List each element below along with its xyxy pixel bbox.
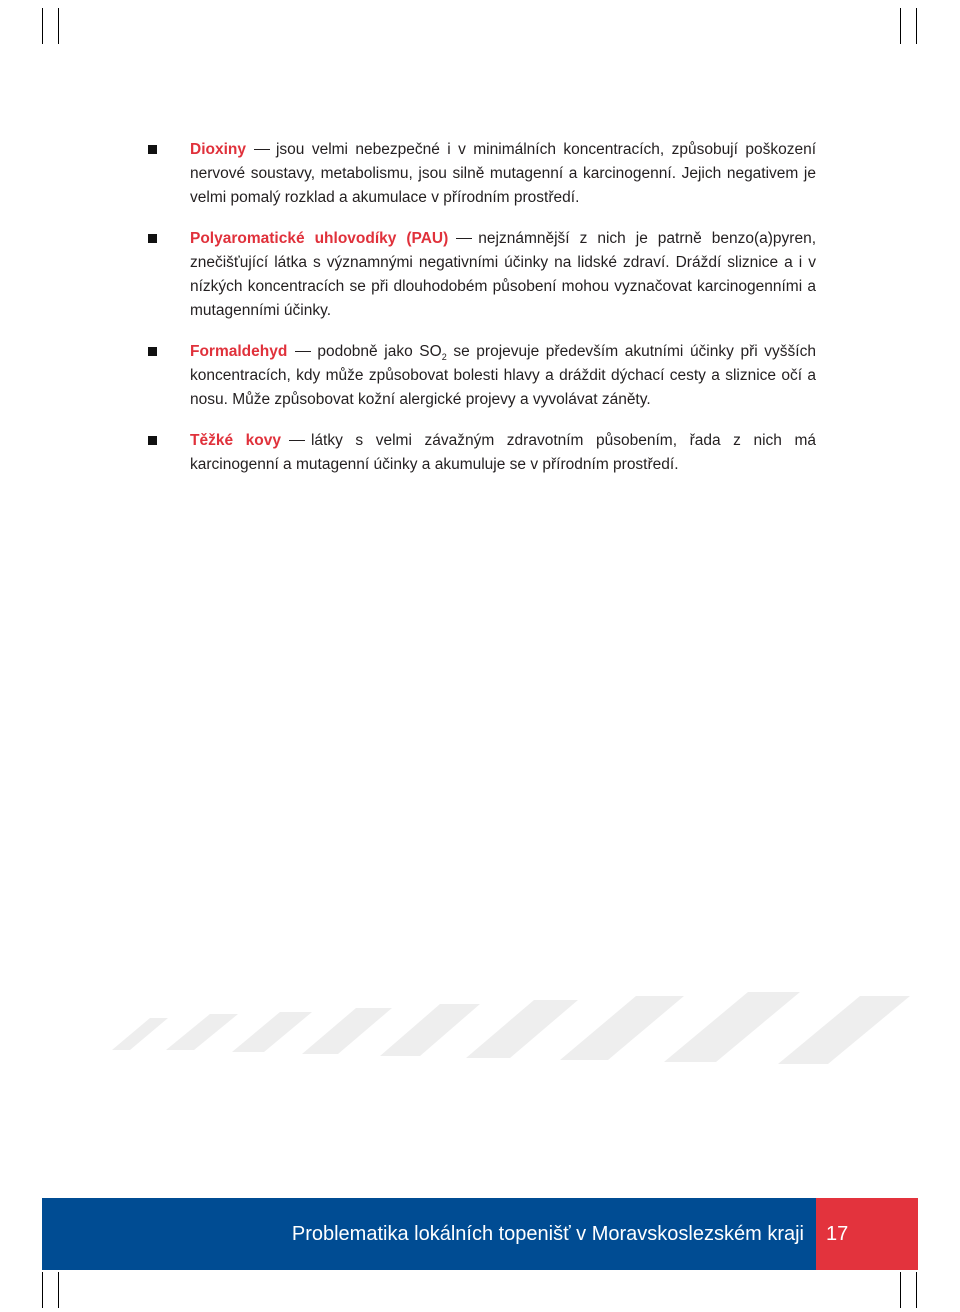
- page-number-box: [816, 1198, 918, 1270]
- term: Těžké kovy: [190, 432, 281, 449]
- page-number: 17: [826, 1222, 849, 1245]
- description: nejznámnější z nich je patrně benzo(a)pyren, znečišťující látka s významnými negativními účinky na lidské zdraví. Dráždí sliznice a i v nízkých koncentracích se při dlouhodobém působení mohou vyznačovat karcinogenními a mutagenními účinky.: [190, 230, 816, 319]
- description: látky s velmi závažným zdravotním působením, řada z nich má karcinogenní a mutagenní účinky a akumuluje se v přírodním prostředí.: [190, 432, 816, 473]
- subscript: 2: [441, 352, 447, 362]
- footer-title-bar: [42, 1198, 816, 1270]
- description: podobně jako SO: [317, 343, 442, 360]
- footer-title: Problematika lokálních topenišť v Moravskoslezském kraji: [291, 1222, 804, 1245]
- description: jsou velmi nebezpečné i v minimálních koncentracích, způsobují poškození nervové soustavy, metabolismu, jsou silně mutagenní a karcinogenní. Jejich negativem je velmi pomalý rozklad a akumulace v přírodním prostředí.: [190, 141, 816, 206]
- term: Formaldehyd: [190, 343, 288, 360]
- term: Dioxiny: [190, 141, 246, 158]
- term: Polyaromatické uhlovodíky (PAU): [190, 230, 449, 247]
- page-footer: [42, 1198, 918, 1270]
- description: se projevuje především akutními účinky při vyšších koncentracích, kdy může způsobovat bolesti hlavy a dráždit dýchací cesty a sliznice očí a nosu. Může způsobovat kožní alergické projevy a vyvolávat záněty.: [190, 343, 816, 408]
